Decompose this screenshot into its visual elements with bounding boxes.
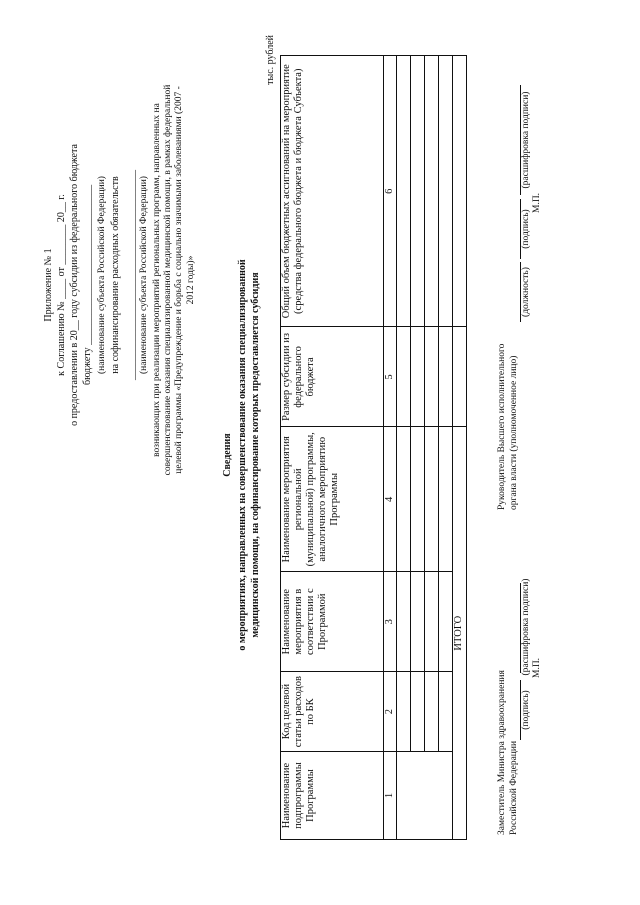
table-cell	[397, 427, 411, 572]
title-line-2: медицинской помощи, на софинансирование которых предоставляется субсидия	[250, 272, 261, 638]
table-cell	[397, 672, 411, 752]
signature-right-title-1: Руководитель Высшего исполнительного	[497, 343, 507, 510]
col-number-2: 2	[384, 672, 397, 752]
signature-left-stamp: М.П.	[532, 657, 542, 678]
table-cell	[425, 572, 439, 672]
signature-right-sig-note: (подпись)	[521, 209, 531, 249]
col-number-6: 6	[384, 56, 397, 327]
table-cell	[411, 427, 425, 572]
table-cell	[425, 327, 439, 427]
appendix-note-2: (наименование субъекта Российской Федерации)	[139, 176, 149, 374]
appendix-line-10: 2012 годы)»	[186, 255, 196, 305]
table-cell	[439, 427, 453, 572]
header-subsidy-amount: Размер субсидии из федерального бюджета	[281, 327, 384, 427]
table-cell	[439, 672, 453, 752]
appendix-line-8: совершенствование оказания специализированной медицинской помощи, в рамках федеральной	[163, 84, 173, 476]
table-header-row	[281, 56, 384, 840]
table-cell	[397, 572, 411, 672]
signature-right-stamp: М.П.	[532, 192, 542, 213]
table-cell	[411, 56, 425, 327]
header-subprogram: Наименование подпрограммы Программы	[281, 752, 384, 840]
total-allocation-cell	[453, 56, 467, 327]
appendix-line-5: на софинансирование расходных обязательств	[110, 176, 121, 374]
appendix-line-7: возникающих при реализации мероприятий региональных программ, направленных на	[152, 103, 162, 457]
signature-left-title-1: Заместитель Министра здравоохранения	[497, 670, 507, 835]
header-program-measure: Наименование мероприятия в соответствии с Программой	[281, 572, 384, 672]
header-regional-measure: Наименование мероприятия региональной (муниципальной) программы, аналогичного мероприятию Программы	[281, 427, 384, 572]
table-cell	[411, 672, 425, 752]
signature-left-title-2: Российской Федерации	[509, 740, 519, 835]
signature-right-title-2: органа власти (уполномоченное лицо)	[509, 355, 519, 510]
total-label: ИТОГО	[453, 427, 467, 840]
appendix-line-9: целевой программы «Предупреждение и борьба с социально значимыми заболеваниями (2007 -	[174, 86, 184, 474]
col-number-3: 3	[384, 572, 397, 672]
table-cell	[439, 56, 453, 327]
units-label: тыс. рублей	[265, 35, 276, 85]
signature-left-sig-note: (подпись)	[521, 690, 531, 730]
total-subsidy-cell	[453, 327, 467, 427]
col-number-1: 1	[384, 752, 397, 840]
appendix-line-1: Приложение № 1	[43, 248, 54, 322]
col-number-4: 4	[384, 427, 397, 572]
appendix-line-6: __________________________________________	[126, 170, 137, 380]
table-cell	[439, 327, 453, 427]
header-total-allocation: Общий объем бюджетных ассигнований на мероприятие (средства федерального бюджета и бюджета Субъекта)	[281, 56, 384, 327]
appendix-line-3: о предоставлении в 20__ году субсидии из федерального бюджета	[69, 144, 80, 426]
table-total-row	[453, 56, 467, 840]
appendix-line-4: бюджету ________________________________	[82, 184, 93, 385]
table-cell	[425, 56, 439, 327]
table-row	[425, 56, 439, 840]
table-cell	[411, 327, 425, 427]
appendix-line-2: к Соглашению № ____ от ________ 20__ г.	[56, 194, 67, 376]
subsidy-table	[280, 55, 467, 840]
table-cell	[411, 572, 425, 672]
col-number-5: 5	[384, 327, 397, 427]
table-cell	[425, 672, 439, 752]
table-row	[397, 56, 411, 840]
appendix-note-1: (наименование субъекта Российской Федерации)	[97, 176, 107, 374]
title-heading: Сведения	[222, 433, 233, 477]
table-cell	[397, 56, 411, 327]
table-number-row	[384, 56, 397, 840]
table-cell	[397, 752, 453, 840]
signature-right-decode-note: (расшифровка подписи)	[521, 91, 531, 189]
table-cell	[439, 572, 453, 672]
table-cell	[425, 427, 439, 572]
signature-left-decode-note: (расшифровка подписи)	[521, 578, 531, 676]
header-budget-code: Код целевой статьи расходов по БК	[281, 672, 384, 752]
title-line-1: о мероприятиях, направленных на совершенствование оказания специализированной	[237, 259, 248, 651]
signature-right-position-note: (должность)	[521, 267, 531, 317]
table-row	[411, 56, 425, 840]
table-cell	[397, 327, 411, 427]
table-row	[439, 56, 453, 840]
